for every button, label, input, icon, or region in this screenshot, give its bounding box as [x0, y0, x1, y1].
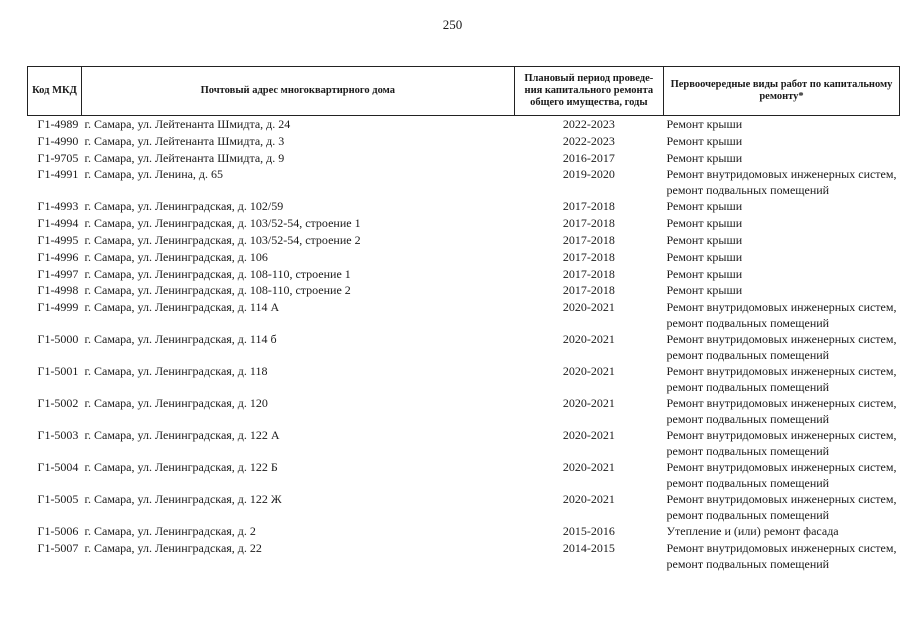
table-row	[28, 299, 900, 331]
postal-address: г. Самара, ул. Ленинградская, д. 122 Б	[84, 460, 278, 475]
header-code: Код МКД	[28, 67, 82, 116]
repair-work-line: Ремонт крыши	[666, 150, 743, 165]
repair-works	[664, 116, 900, 133]
table-row	[28, 198, 900, 215]
postal-address: г. Самара, ул. Ленинградская, д. 122 А	[84, 428, 280, 443]
table-header-row	[28, 67, 900, 116]
table-row	[28, 540, 900, 572]
postal-address: г. Самара, ул. Ленинградская, д. 102/59	[84, 199, 284, 214]
mkd-code: Г1-4999	[37, 300, 79, 315]
repair-work-line: Утепление и (или) ремонт фасада	[666, 524, 839, 539]
repair-work-line: Ремонт внутридомовых инженерных систем,	[666, 540, 897, 555]
repair-work-line: Ремонт внутридомовых инженерных систем,	[666, 332, 897, 347]
mkd-code: Г1-5000	[37, 332, 79, 347]
repair-period: 2020-2021	[562, 460, 615, 475]
repair-period: 2017-2018	[562, 283, 615, 298]
repair-period: 2015-2016	[562, 524, 615, 539]
repair-period: 2020-2021	[562, 300, 615, 315]
repair-period: 2017-2018	[562, 266, 615, 281]
repair-work-line: ремонт подвальных помещений	[666, 412, 830, 427]
table-row	[28, 215, 900, 232]
repair-period: 2020-2021	[562, 364, 615, 379]
repair-period: 2017-2018	[562, 216, 615, 231]
postal-address: г. Самара, ул. Ленинградская, д. 120	[84, 396, 268, 411]
repair-period: 2017-2018	[562, 232, 615, 247]
postal-address: г. Самара, ул. Ленинградская, д. 103/52-54, строение 2	[84, 232, 361, 247]
repair-work-line: Ремонт крыши	[666, 117, 743, 131]
mkd-code: Г1-4989	[37, 117, 79, 131]
table-row	[28, 166, 900, 198]
repair-period: 2022-2023	[562, 133, 615, 148]
repair-works	[664, 133, 900, 150]
repair-work-line: ремонт подвальных помещений	[666, 508, 830, 523]
mkd-code: Г1-4991	[37, 167, 79, 182]
table-row	[28, 282, 900, 299]
mkd-code: Г1-5003	[37, 428, 79, 443]
table-row	[28, 266, 900, 283]
capital-repair-table	[27, 66, 900, 572]
repair-works	[664, 198, 900, 215]
mkd-code: Г1-5006	[37, 524, 79, 539]
repair-works	[664, 523, 900, 540]
repair-works	[664, 299, 900, 331]
repair-works	[664, 427, 900, 459]
repair-period: 2022-2023	[562, 117, 615, 131]
postal-address: г. Самара, ул. Ленинградская, д. 122 Ж	[84, 492, 282, 507]
repair-works	[664, 491, 900, 523]
repair-work-line: ремонт подвальных помещений	[666, 183, 830, 198]
table-row	[28, 116, 900, 133]
mkd-code: Г1-4990	[37, 133, 79, 148]
repair-work-line: Ремонт крыши	[666, 266, 743, 281]
table-row	[28, 331, 900, 363]
repair-work-line: Ремонт внутридомовых инженерных систем,	[666, 300, 897, 315]
repair-period: 2016-2017	[562, 150, 615, 165]
repair-work-line: ремонт подвальных помещений	[666, 556, 830, 571]
repair-work-line: Ремонт внутридомовых инженерных систем,	[666, 167, 897, 182]
postal-address: г. Самара, ул. Ленинградская, д. 118	[84, 364, 268, 379]
postal-address: г. Самара, ул. Лейтенанта Шмидта, д. 9	[84, 150, 285, 165]
repair-works	[664, 266, 900, 283]
table-body	[28, 116, 900, 572]
table-row	[28, 523, 900, 540]
header-address: Почтовый адрес многоквартирного дома	[81, 67, 514, 116]
mkd-code: Г1-4994	[37, 216, 79, 231]
repair-work-line: ремонт подвальных помещений	[666, 348, 830, 363]
mkd-code: Г1-4996	[37, 249, 79, 264]
mkd-code: Г1-9705	[37, 150, 79, 165]
table-row	[28, 133, 900, 150]
repair-work-line: Ремонт внутридомовых инженерных систем,	[666, 460, 897, 475]
repair-work-line: ремонт подвальных помещений	[666, 476, 830, 491]
repair-works	[664, 395, 900, 427]
repair-period: 2020-2021	[562, 332, 615, 347]
mkd-code: Г1-5002	[37, 396, 79, 411]
repair-work-line: ремонт подвальных помещений	[666, 444, 830, 459]
repair-period: 2019-2020	[562, 167, 615, 182]
postal-address: г. Самара, ул. Ленина, д. 65	[84, 167, 224, 182]
repair-works	[664, 363, 900, 395]
repair-work-line: Ремонт крыши	[666, 249, 743, 264]
repair-works	[664, 215, 900, 232]
mkd-code: Г1-4998	[37, 283, 79, 298]
postal-address: г. Самара, ул. Ленинградская, д. 103/52-54, строение 1	[84, 216, 361, 231]
postal-address: г. Самара, ул. Ленинградская, д. 22	[84, 540, 262, 555]
repair-works	[664, 459, 900, 491]
repair-works	[664, 540, 900, 572]
repair-work-line: Ремонт крыши	[666, 199, 743, 214]
repair-period: 2017-2018	[562, 249, 615, 264]
repair-works	[664, 331, 900, 363]
repair-works	[664, 249, 900, 266]
page-number: 250	[442, 17, 463, 32]
repair-period: 2014-2015	[562, 540, 615, 555]
postal-address: г. Самара, ул. Лейтенанта Шмидта, д. 24	[84, 117, 291, 131]
postal-address: г. Самара, ул. Ленинградская, д. 108-110, строение 1	[84, 266, 351, 281]
mkd-code: Г1-5005	[37, 492, 79, 507]
table-row	[28, 363, 900, 395]
mkd-code: Г1-4995	[37, 232, 79, 247]
repair-work-line: Ремонт внутридомовых инженерных систем,	[666, 364, 897, 379]
table-row	[28, 427, 900, 459]
repair-work-line: Ремонт крыши	[666, 283, 743, 298]
repair-work-line: Ремонт внутридомовых инженерных систем,	[666, 428, 897, 443]
repair-work-line: Ремонт внутридомовых инженерных систем,	[666, 396, 897, 411]
table-row	[28, 491, 900, 523]
repair-period: 2020-2021	[562, 396, 615, 411]
header-works: Первоочередные виды работ по капитальному ремонту*	[664, 67, 900, 116]
repair-works	[664, 150, 900, 167]
postal-address: г. Самара, ул. Ленинградская, д. 108-110, строение 2	[84, 283, 351, 298]
table-row	[28, 395, 900, 427]
repair-period: 2020-2021	[562, 428, 615, 443]
repair-works	[664, 232, 900, 249]
repair-works	[664, 166, 900, 198]
repair-work-line: ремонт подвальных помещений	[666, 380, 830, 395]
postal-address: г. Самара, ул. Ленинградская, д. 114 А	[84, 300, 280, 315]
mkd-code: Г1-5004	[37, 460, 79, 475]
postal-address: г. Самара, ул. Ленинградская, д. 106	[84, 249, 268, 264]
repair-work-line: Ремонт крыши	[666, 133, 743, 148]
repair-period: 2020-2021	[562, 492, 615, 507]
repair-work-line: Ремонт крыши	[666, 232, 743, 247]
table-row	[28, 150, 900, 167]
repair-work-line: ремонт подвальных помещений	[666, 316, 830, 331]
repair-work-line: Ремонт внутридомовых инженерных систем,	[666, 492, 897, 507]
header-period: Плановый период проведе-ния капитального ремонта общего имущества, годы	[514, 67, 663, 116]
postal-address: г. Самара, ул. Лейтенанта Шмидта, д. 3	[84, 133, 285, 148]
mkd-code: Г1-4993	[37, 199, 79, 214]
repair-work-line: Ремонт крыши	[666, 216, 743, 231]
postal-address: г. Самара, ул. Ленинградская, д. 114 б	[84, 332, 277, 347]
repair-works	[664, 282, 900, 299]
mkd-code: Г1-4997	[37, 266, 79, 281]
table-row	[28, 232, 900, 249]
table-row	[28, 249, 900, 266]
mkd-code: Г1-5001	[37, 364, 79, 379]
table-row	[28, 459, 900, 491]
repair-period: 2017-2018	[562, 199, 615, 214]
postal-address: г. Самара, ул. Ленинградская, д. 2	[84, 524, 256, 539]
mkd-code: Г1-5007	[37, 540, 79, 555]
